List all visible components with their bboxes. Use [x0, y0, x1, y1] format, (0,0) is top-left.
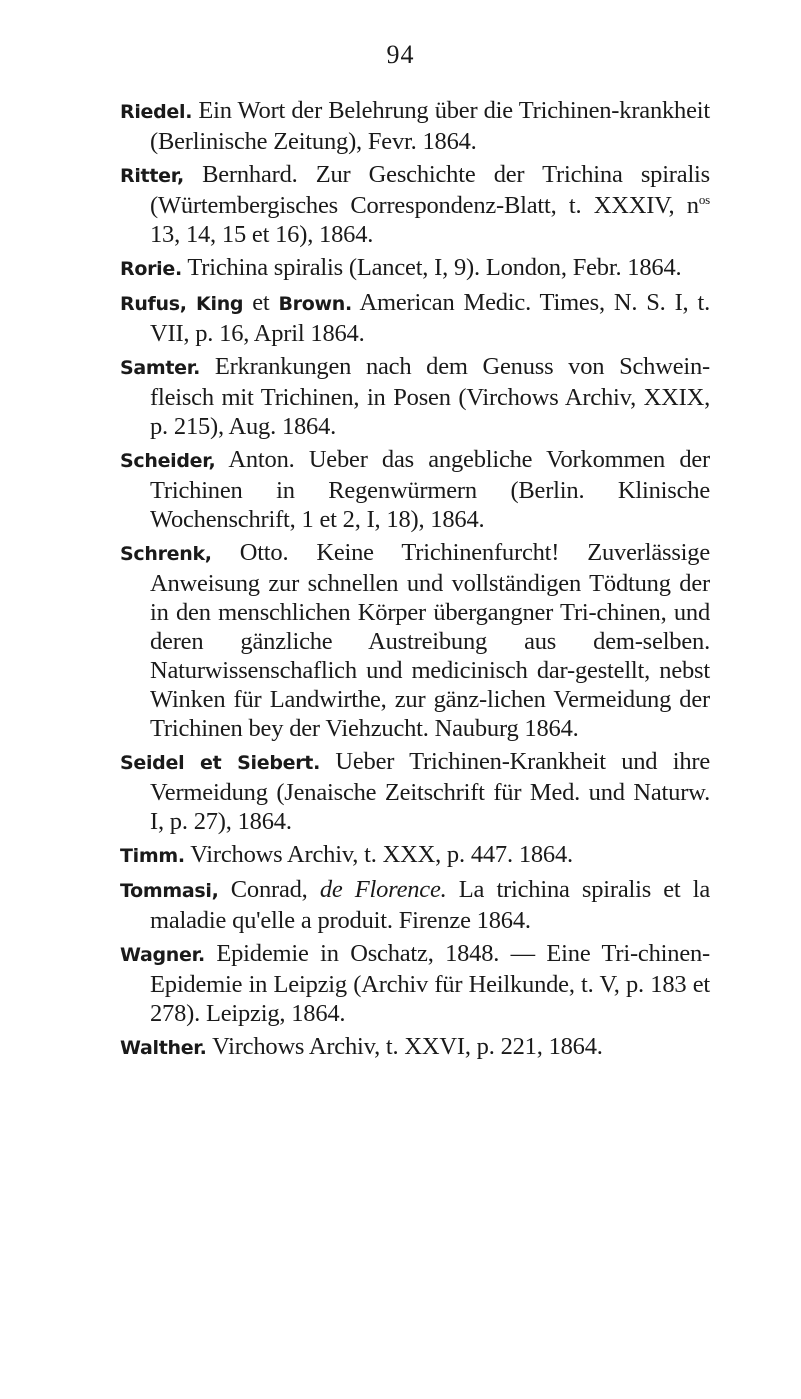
- entry-text: Erkrankungen nach dem Genuss von Schwein-fleisch mit Trichinen, in Posen (Virchows Archiv, XXIX, p. 215), Aug. 1864.: [150, 353, 710, 440]
- entry-text: Epidemie in Oschatz, 1848. — Eine Tri-chinen-Epidemie in Leipzig (Archiv für Heilkunde, t. V, p. 183 et 278). Leipzig, 1864.: [150, 940, 710, 1027]
- entry-author: Rufus, King: [120, 293, 244, 315]
- entry-text: Virchows Archiv, t. XXX, p. 447. 1864.: [184, 841, 573, 868]
- entry-italic-text: de Florence.: [319, 876, 447, 903]
- bibliography-entry: [120, 939, 710, 1028]
- entry-author: Wagner.: [120, 944, 205, 966]
- entry-text: Anton. Ueber das angebliche Vorkommen der Trichinen in Regenwürmern (Berlin. Klinische Wochenschrift, 1 et 2, I, 18), 1864.: [150, 446, 710, 533]
- bibliography-entry: [120, 160, 710, 249]
- entry-author-second: Brown.: [278, 293, 352, 315]
- entry-text: Otto. Keine Trichinenfurcht! Zuverlässige Anweisung zur schnellen und vollständigen Tödtung der in den menschlichen Körper übergangner Tri-chinen, und deren gänzliche Austreibung aus dem-selben. Naturwissenschaflich und medicinisch dar-gestellt, nebst Winken für Landwirthe, zur gänz-lichen Vermeidung der Trichinen bey der Viehzucht. Nauburg 1864.: [150, 539, 710, 742]
- entry-text: Trichina spiralis (Lancet, I, 9). London, Febr. 1864.: [181, 254, 682, 281]
- bibliography-entry: [120, 747, 710, 836]
- entry-text-after: La trichina spiralis et la maladie qu'elle a produit. Firenze 1864.: [150, 876, 711, 934]
- bibliography-entry: [120, 352, 710, 441]
- bibliography-entry: [120, 445, 710, 534]
- entry-text: Conrad,: [218, 876, 320, 903]
- entry-text: Virchows Archiv, t. XXVI, p. 221, 1864.: [206, 1033, 603, 1060]
- entry-author: Timm.: [120, 845, 185, 867]
- bibliography-entry: [120, 96, 710, 156]
- entry-text: Bernhard. Zur Geschichte der Trichina spiralis (Würtembergisches Correspondenz-Blatt, t. XXXIV, n: [150, 161, 710, 219]
- bibliography-list: [120, 96, 710, 1067]
- entry-author: Ritter,: [120, 165, 184, 187]
- entry-superscript: os: [698, 191, 710, 207]
- bibliography-entry: [120, 840, 710, 871]
- page-number: 94: [386, 40, 415, 69]
- bibliography-entry: [120, 288, 710, 348]
- entry-author: Rorie.: [120, 258, 182, 280]
- bibliography-entry: [120, 1032, 710, 1063]
- entry-author: Tommasi,: [120, 880, 219, 902]
- bibliography-entry: [120, 538, 710, 743]
- entry-author: Walther.: [120, 1037, 207, 1059]
- entry-author: Samter.: [120, 357, 201, 379]
- entry-connector: et: [243, 289, 279, 316]
- entry-text-after: 13, 14, 15 et 16), 1864.: [150, 221, 374, 248]
- bibliography-entry: [120, 875, 710, 935]
- entry-author: Seidel et Siebert.: [120, 752, 320, 774]
- entry-author: Schrenk,: [120, 543, 212, 565]
- entry-text: Ueber Trichinen-Krankheit und ihre Vermeidung (Jenaische Zeitschrift für Med. und Naturw. I, p. 27), 1864.: [150, 748, 710, 835]
- bibliography-entry: [120, 253, 710, 284]
- entry-text: American Medic. Times, N. S. I, t. VII, p. 16, April 1864.: [150, 289, 710, 347]
- entry-author: Scheider,: [120, 450, 216, 472]
- entry-text: Ein Wort der Belehrung über die Trichinen-krankheit (Berlinische Zeitung), Fevr. 1864.: [150, 97, 710, 155]
- entry-author: Riedel.: [120, 101, 193, 123]
